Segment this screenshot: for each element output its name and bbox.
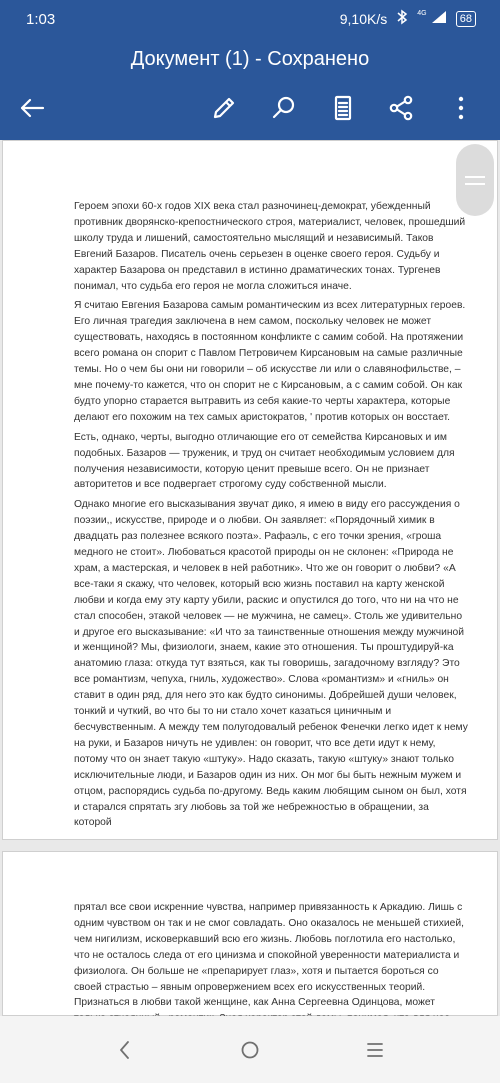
search-icon	[270, 94, 298, 122]
edit-button[interactable]	[206, 90, 242, 126]
status-icons	[340, 9, 476, 29]
drag-handle-icon	[465, 176, 485, 185]
bluetooth-icon	[396, 9, 408, 29]
paragraph: прятал все свои искренние чувства, например привязанность к Аркадию. Лишь с одним чувством он так и не смог совладать. Оно оказалось не меньшей стихией, чем нигилизм, исковеркавший всю его жизнь. Любовь поглотила его настолько, что не осталось следа от его цинизма и спокойной уверенности материалиста и физиолога. Он больше не «препарирует глаз», хотя и пытается бороться со своей страстью – явным опровержением всех его искусственных теорий. Признаться в любви такой женщине, как Анна Сергеевна Одинцова, может	[74, 902, 464, 1009]
nav-back-button[interactable]	[111, 1036, 139, 1064]
share-button[interactable]	[383, 90, 419, 126]
pencil-icon	[210, 94, 238, 122]
network-speed: 9,10K/s	[339, 11, 388, 27]
back-chevron-icon	[114, 1039, 136, 1061]
paragraph: Я считаю Евгения Базарова самым романтическим из всех литературных героев. Его личная трагедия заключена в нем самом, поскольку человек не может существовать, находясь в постоянном конфликте с самим собой. На протяжении всего романа он спорит с Павлом Петровичем Кирсановым на самые различные темы. Но о чем бы они ни говорили – об искусстве ли или о славянофильстве, – мне почему-то кажется, что он спорит не с Кирсановым, а с самим собой. Он как будто упорно старается вытравить из себя какие-то черты характера, которые делают его похожим на тех самых аристократов, ' против которых он восстает.	[74, 300, 466, 423]
back-arrow-icon	[18, 94, 46, 122]
document-title: Документ (1) - Сохранено	[130, 48, 370, 70]
more-options-button[interactable]	[443, 90, 479, 126]
signal-icon	[417, 10, 447, 28]
search-button[interactable]	[266, 90, 302, 126]
scroll-handle[interactable]	[456, 144, 494, 216]
network-type: 4G	[417, 10, 427, 17]
status-bar	[0, 0, 500, 40]
back-button[interactable]	[14, 90, 50, 126]
nav-menu-button[interactable]	[361, 1036, 389, 1064]
navigation-bar	[0, 1016, 500, 1083]
share-icon	[387, 94, 415, 122]
menu-lines-icon	[364, 1039, 386, 1061]
paragraph: Есть, однако, черты, выгодно отличающие его от семейства Кирсановых и им подобных. Базаров — труженик, и труд он считает необходимым условием для получения независимости, которую ценит превыше всего. Он не признает авторитетов и все подвергает строгому суду собственной мысли.	[74, 431, 455, 491]
battery-icon: 68	[456, 11, 476, 27]
reading-view-button[interactable]	[325, 90, 361, 126]
more-vert-icon	[447, 94, 475, 122]
document-page-2	[2, 851, 498, 1016]
nav-home-button[interactable]	[236, 1036, 264, 1064]
reading-view-icon	[329, 94, 357, 122]
app-bar	[0, 40, 500, 140]
paragraph: Героем эпохи 60-х годов XIX века стал разночинец-демократ, убежденный противник дворянско-крепостнического строя, материалист, человек, прошедший школу труда и лишений, самостоятельно мыслящий и независимый. Таков Евгений Базаров. Писатель очень серьезен в оценке своего героя. Судьбу и характер Базарова он представил в истинно драматических тонах. Тургенев понимал, что судьба его героя не могла сложиться иначе.	[74, 201, 466, 292]
page-1-text	[74, 199, 468, 835]
document-page-1	[2, 140, 498, 840]
paragraph: Однако многие его высказывания звучат дико, я имею в виду его рассуждения о поэзии,, искусстве, природе и о любви. Он заявляет: «Порядочный химик в двадцать раз полезнее всякого поэта». Рафаэль, с его точки зрения, «гроша медного не стоит». Любоваться красотой природы он не склонен: «Природа не храм, а мастерская, и человек в ней работник». Что же он говорит о любви? «А все-таки я скажу, что человек, который всю жизнь поставил на карту женской любви и когда ему эту карту убили, раскис и опустился до того, что ни на что не стал способен, этакой человек — не мужчина, не самец». Столь же удивительно и другое его высказывание: «И что за таинственные отношения между мужчиной и женщиной? Мы, физиологи, знаем, какие это отношения. Ты проштудируй-ка анатомию глаза: откуда тут взяться, как ты говоришь, загадочному взгляду? Это все романтизм, чепуха, гниль, художество». Слова «романтизм» и «гниль» он ставит в один ряд, для него это как будто синонимы. Добрейшей души человек, тонкий и чуткий, во что бы то ни стало хочет казаться циничным и бесчувственным. А между тем полугодовалый ребенок Фенечки легко идет к нему на руки, и Базаров ничуть не удивлен: он говорит, что все дети идут к нему, потому что он знает такую «штуку». Надо сказать, такую «штуку» знают только исключительные люди, и Базаров один из них. Он мог бы быть нежным мужем и отцом, распорядись судьба по-другому. Ведь каким любящим сыном он был, хотя и старался спрятать згу любовь за той же небрежностью в обращении, за которой	[74, 499, 468, 829]
home-circle-icon	[239, 1039, 261, 1061]
status-time: 1:03	[26, 11, 56, 28]
